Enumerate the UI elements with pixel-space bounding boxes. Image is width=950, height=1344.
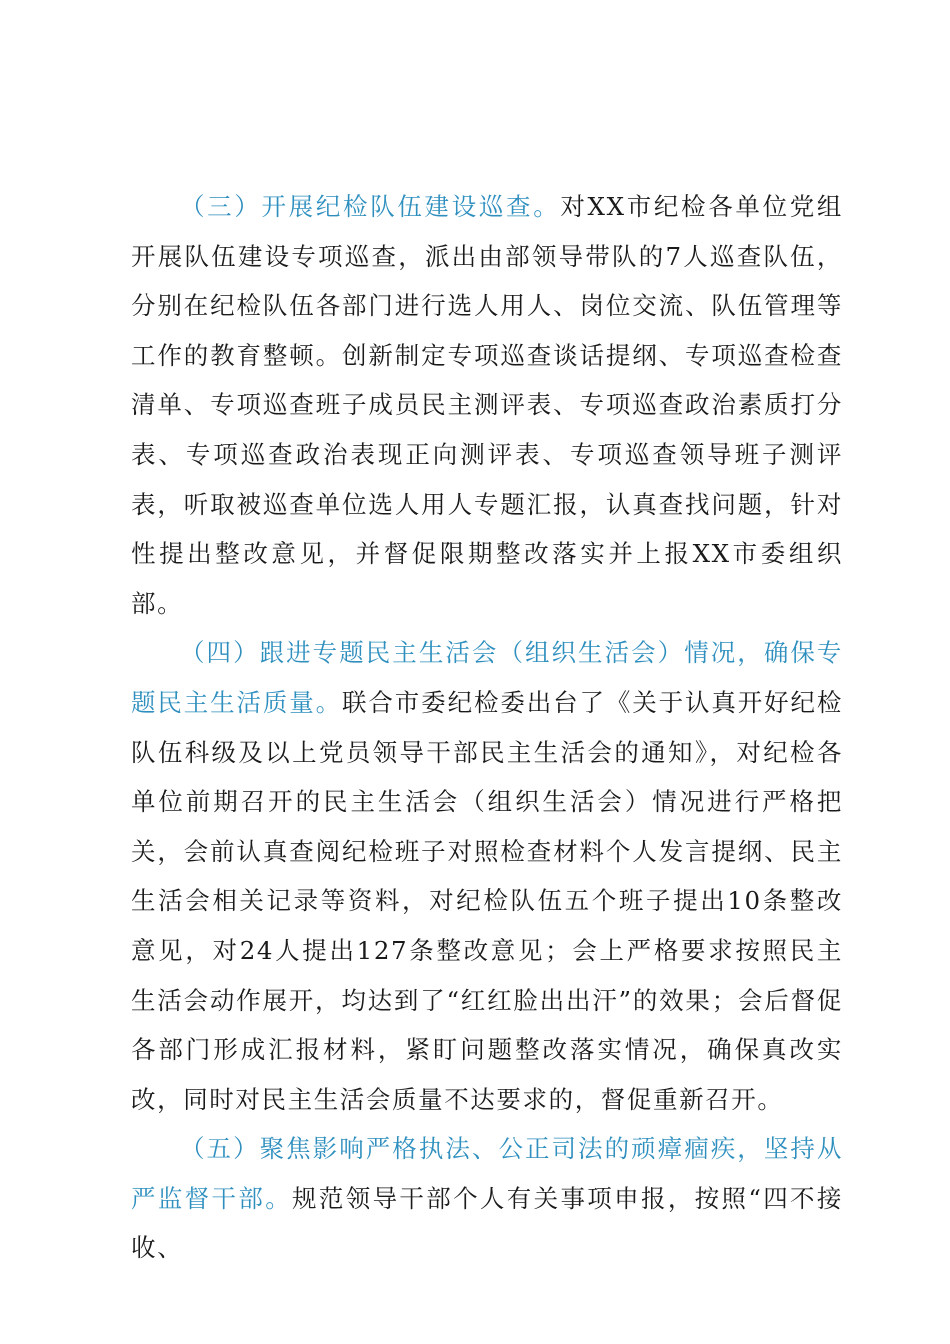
section-4-heading: （四）跟进专题民主生活会（组织生活会）情况，确保专题民主生活质量。 [131, 638, 843, 717]
document-body [131, 182, 843, 1273]
paragraph-section-3 [131, 182, 843, 628]
section-5-body: 规范领导干部个人有关事项申报，按照“四不接收、 [131, 1183, 843, 1263]
section-4-body: 联合市委纪检委出台了《关于认真开好纪检队伍科级及以上党员领导干部民主生活会的通知》，对纪检各单位前期召开的民主生活会（组织生活会）情况进行严格把关，会前认真查阅纪检班子对照检查材料个人发言提纲、民主生活会相关记录等资料，对纪检队伍五个班子提出10条整改意见，对24人提出127条整改意见；会上严格要求按照民主生活会动作展开，均达到了“红红脸出出汗”的效果；会后督促各部门形成汇报材料，紧盯问题整改落实情况，确保真改实改，同时对民主生活会质量不达要求的，督促重新召开。 [131, 687, 843, 1114]
paragraph-section-4 [131, 628, 843, 1124]
section-5-heading: （五）聚焦影响严格执法、公正司法的顽瘴痼疾，坚持从严监督干部。 [131, 1134, 843, 1213]
section-3-heading: （三）开展纪检队伍建设巡查。 [180, 192, 561, 221]
paragraph-section-5 [131, 1124, 843, 1273]
section-3-body: 对XX市纪检各单位党组开展队伍建设专项巡查，派出由部领导带队的7人巡查队伍，分别在纪检队伍各部门进行选人用人、岗位交流、队伍管理等工作的教育整顿。创新制定专项巡查谈话提纲、专项巡查检查清单、专项巡查班子成员民主测评表、专项巡查政治素质打分表、专项巡查政治表现正向测评表、专项巡查领导班子测评表，听取被巡查单位选人用人专题汇报，认真查找问题，针对性提出整改意见，并督促限期整改落实并上报XX市委组织部。 [131, 192, 844, 618]
